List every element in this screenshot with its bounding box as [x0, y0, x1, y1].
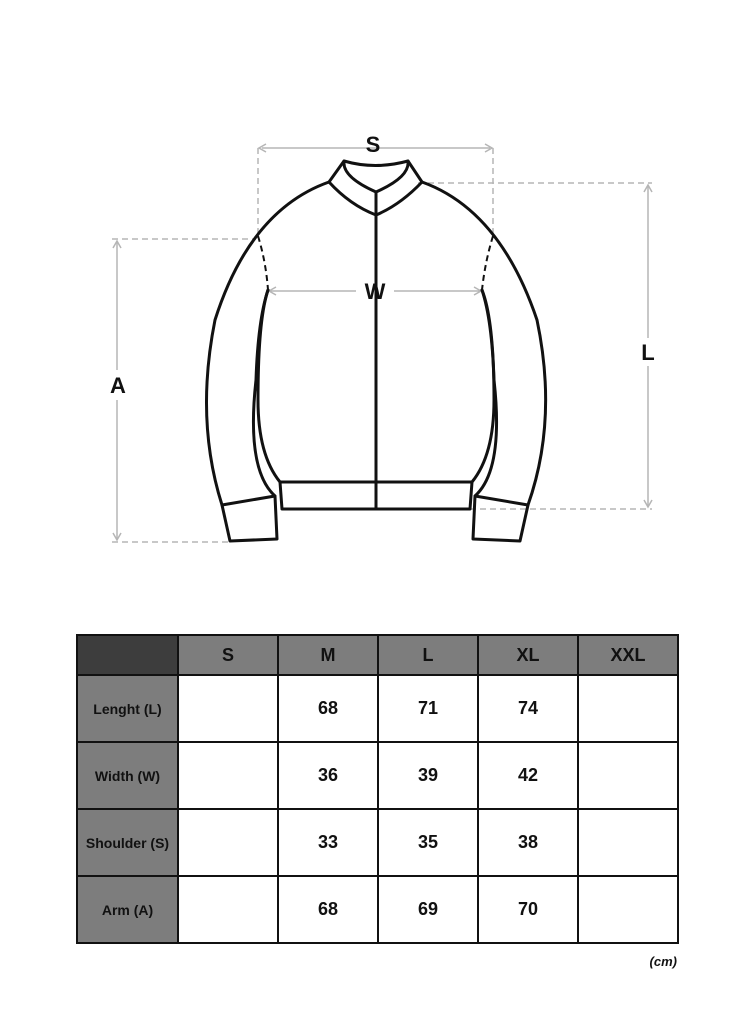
- cell-length-m: 68: [278, 675, 378, 742]
- unit-note: (cm): [649, 954, 677, 969]
- cell-shoulder-xl: 38: [478, 809, 578, 876]
- label-length: L: [641, 340, 655, 365]
- cell-length-l: 71: [378, 675, 478, 742]
- cell-length-s: [178, 675, 278, 742]
- header-row: [77, 635, 678, 675]
- cell-width-xxl: [578, 742, 678, 809]
- cell-shoulder-m: 33: [278, 809, 378, 876]
- cell-width-s: [178, 742, 278, 809]
- cell-arm-s: [178, 876, 278, 943]
- table-row: [77, 809, 678, 876]
- corner-cell: [77, 635, 178, 675]
- row-label-arm: Arm (A): [77, 876, 178, 943]
- cell-shoulder-l: 35: [378, 809, 478, 876]
- cell-length-xxl: [578, 675, 678, 742]
- label-shoulder: S: [365, 132, 381, 157]
- table-row: [77, 876, 678, 943]
- label-arm: A: [110, 373, 126, 398]
- cell-width-xl: 42: [478, 742, 578, 809]
- cell-width-l: 39: [378, 742, 478, 809]
- cell-shoulder-xxl: [578, 809, 678, 876]
- cell-length-xl: 74: [478, 675, 578, 742]
- row-label-shoulder: Shoulder (S): [77, 809, 178, 876]
- size-header-xl: XL: [478, 635, 578, 675]
- cell-arm-xxl: [578, 876, 678, 943]
- row-label-width: Width (W): [77, 742, 178, 809]
- table-row: [77, 675, 678, 742]
- size-header-l: L: [378, 635, 478, 675]
- cell-arm-m: 68: [278, 876, 378, 943]
- size-chart-table: [76, 634, 679, 944]
- cell-arm-l: 69: [378, 876, 478, 943]
- size-header-s: S: [178, 635, 278, 675]
- label-width: W: [364, 279, 386, 304]
- table-row: [77, 742, 678, 809]
- row-label-length: Lenght (L): [77, 675, 178, 742]
- size-header-m: M: [278, 635, 378, 675]
- cell-shoulder-s: [178, 809, 278, 876]
- size-header-xxl: XXL: [578, 635, 678, 675]
- cell-width-m: 36: [278, 742, 378, 809]
- cell-arm-xl: 70: [478, 876, 578, 943]
